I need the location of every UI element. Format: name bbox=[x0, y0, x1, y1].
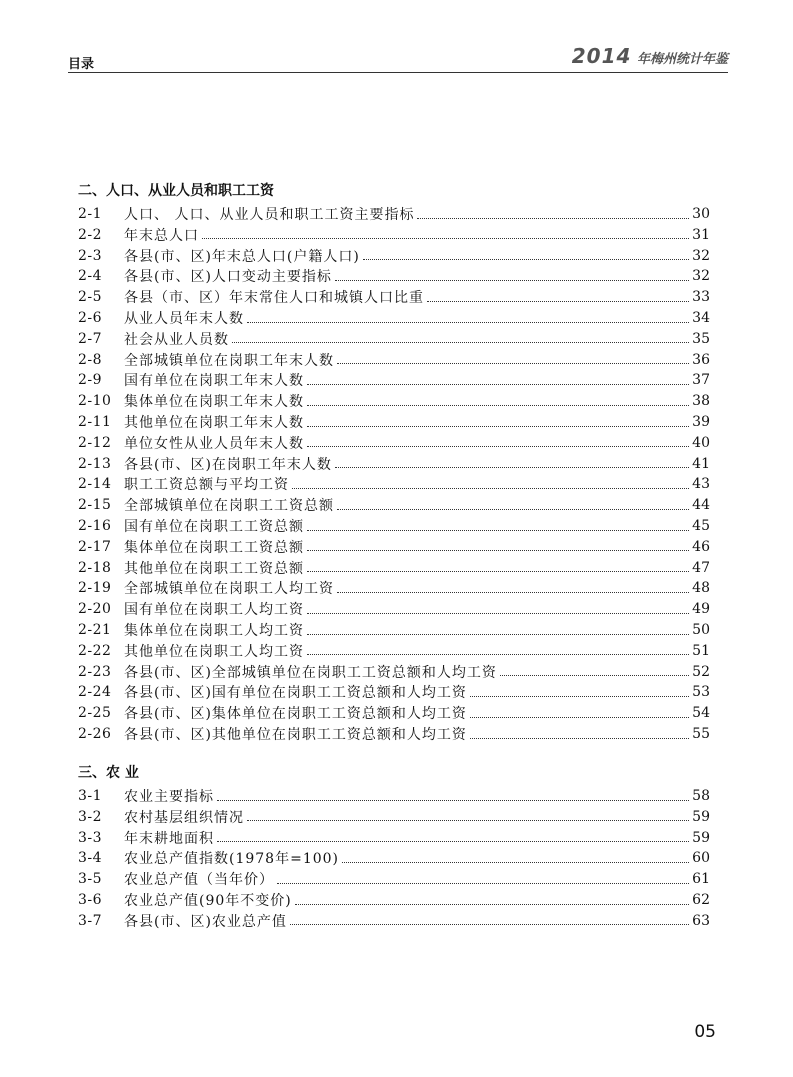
entry-title: 年末耕地面积 bbox=[124, 830, 214, 847]
entry-title: 各县(市、区)人口变动主要指标 bbox=[124, 269, 332, 286]
entry-number: 2-13 bbox=[78, 455, 112, 472]
entry-title: 各县(市、区)年末总人口(户籍人口) bbox=[124, 248, 360, 265]
entry-number: 2-12 bbox=[78, 434, 112, 451]
entry-page: 41 bbox=[692, 455, 710, 472]
dot-leader bbox=[247, 820, 689, 821]
entry-title: 单位女性从业人员年末人数 bbox=[124, 435, 304, 452]
entry-title: 全部城镇单位在岗职工人均工资 bbox=[124, 581, 334, 598]
entry-number: 2-22 bbox=[78, 642, 112, 659]
entry-page: 37 bbox=[692, 372, 710, 389]
entry-title: 各县（市、区）年末常住人口和城镇人口比重 bbox=[124, 290, 424, 307]
toc-entry[interactable] bbox=[78, 703, 710, 723]
toc-entry[interactable] bbox=[78, 578, 710, 598]
entry-number: 2-18 bbox=[78, 559, 112, 576]
entry-title: 集体单位在岗职工年末人数 bbox=[124, 394, 304, 411]
entry-number: 2-6 bbox=[78, 310, 103, 326]
entry-number: 2-2 bbox=[78, 226, 103, 243]
toc-entry[interactable] bbox=[78, 807, 710, 827]
entry-title: 农业总产值(90年不变价) bbox=[124, 893, 292, 909]
dot-leader bbox=[417, 218, 689, 219]
dot-leader bbox=[470, 717, 689, 718]
page-number: 05 bbox=[694, 1022, 716, 1042]
toc-entry[interactable] bbox=[78, 287, 710, 307]
entry-page: 36 bbox=[692, 351, 710, 368]
entry-page: 35 bbox=[692, 330, 710, 347]
entry-title: 人口、 人口、从业人员和职工工资主要指标 bbox=[124, 207, 415, 223]
header-rule bbox=[68, 72, 728, 73]
toc-entry[interactable] bbox=[78, 641, 710, 661]
entry-title: 农业主要指标 bbox=[124, 789, 214, 805]
dot-leader bbox=[202, 238, 689, 239]
entry-number: 3-7 bbox=[78, 912, 103, 929]
toc-entry[interactable] bbox=[78, 828, 710, 848]
entry-page: 32 bbox=[692, 247, 710, 264]
entry-number: 3-5 bbox=[78, 871, 103, 888]
header-year: 2014 bbox=[571, 44, 632, 68]
entry-title: 从业人员年末人数 bbox=[124, 311, 244, 327]
toc-entry[interactable] bbox=[78, 620, 710, 640]
entry-number: 2-3 bbox=[78, 247, 103, 264]
entry-number: 2-11 bbox=[78, 414, 112, 430]
entry-title: 集体单位在岗职工工资总额 bbox=[124, 539, 304, 556]
entry-title: 各县(市、区)农业总产值 bbox=[124, 913, 287, 930]
entry-page: 40 bbox=[692, 434, 710, 451]
toc-entry[interactable] bbox=[78, 890, 710, 910]
entry-page: 48 bbox=[692, 580, 710, 597]
dot-leader bbox=[277, 883, 689, 884]
dot-leader bbox=[337, 363, 689, 364]
entry-page: 45 bbox=[692, 518, 710, 534]
toc-entry[interactable] bbox=[78, 599, 710, 619]
entry-number: 2-17 bbox=[78, 538, 112, 555]
entry-page: 62 bbox=[692, 892, 710, 908]
toc-entry[interactable] bbox=[78, 724, 710, 744]
entry-title: 各县(市、区)全部城镇单位在岗职工工资总额和人均工资 bbox=[124, 664, 497, 681]
entry-page: 51 bbox=[692, 642, 710, 659]
entry-number: 2-5 bbox=[78, 289, 103, 306]
toc-entry[interactable] bbox=[78, 495, 710, 515]
entry-number: 3-2 bbox=[78, 808, 103, 825]
entry-page: 55 bbox=[692, 726, 710, 742]
toc-entry[interactable] bbox=[78, 329, 710, 349]
entry-page: 53 bbox=[692, 684, 710, 701]
dot-leader bbox=[232, 342, 689, 343]
entry-number: 2-25 bbox=[78, 705, 112, 722]
dot-leader bbox=[292, 488, 689, 489]
entry-page: 43 bbox=[692, 476, 710, 493]
entry-number: 3-4 bbox=[78, 850, 103, 867]
dot-leader bbox=[290, 924, 689, 925]
entry-page: 38 bbox=[692, 393, 710, 410]
toc-entry[interactable] bbox=[78, 391, 710, 411]
entry-title: 集体单位在岗职工人均工资 bbox=[124, 623, 304, 639]
dot-leader bbox=[363, 259, 689, 260]
entry-page: 46 bbox=[692, 538, 710, 555]
toc-entry[interactable] bbox=[78, 474, 710, 494]
entry-title: 各县(市、区)集体单位在岗职工工资总额和人均工资 bbox=[124, 706, 467, 723]
entry-page: 50 bbox=[692, 622, 710, 638]
toc-entry[interactable] bbox=[78, 869, 710, 889]
entry-number: 2-14 bbox=[78, 476, 112, 493]
entry-page: 58 bbox=[692, 788, 710, 804]
entry-title: 农业总产值指数(1978年=100) bbox=[124, 851, 340, 868]
entry-number: 3-6 bbox=[78, 892, 103, 908]
header-section-label: 目录 bbox=[68, 57, 95, 72]
dot-leader bbox=[337, 592, 689, 593]
toc-entry[interactable] bbox=[78, 454, 710, 474]
entry-number: 2-19 bbox=[78, 580, 112, 597]
toc-entry[interactable] bbox=[78, 662, 710, 682]
entry-number: 2-1 bbox=[78, 206, 103, 222]
entry-title: 各县(市、区)国有单位在岗职工工资总额和人均工资 bbox=[124, 685, 467, 702]
dot-leader bbox=[335, 280, 689, 281]
entry-title: 其他单位在岗职工年末人数 bbox=[124, 415, 304, 431]
entry-number: 3-1 bbox=[78, 788, 103, 804]
entry-number: 2-20 bbox=[78, 601, 112, 618]
entry-title: 农业总产值（当年价） bbox=[124, 872, 274, 889]
dot-leader bbox=[307, 634, 689, 635]
entry-page: 33 bbox=[692, 289, 710, 306]
toc-entry[interactable] bbox=[78, 682, 710, 702]
entry-title: 各县(市、区)其他单位在岗职工工资总额和人均工资 bbox=[124, 727, 467, 743]
entry-title: 农村基层组织情况 bbox=[124, 809, 244, 826]
entry-page: 44 bbox=[692, 497, 710, 514]
section-title: 二、人口、从业人员和职工工资 bbox=[78, 183, 274, 199]
entry-page: 63 bbox=[692, 912, 710, 929]
entry-number: 2-15 bbox=[78, 497, 112, 514]
entry-number: 2-9 bbox=[78, 372, 103, 389]
header-book-name: 年梅州统计年鉴 bbox=[636, 52, 728, 67]
entry-number: 2-26 bbox=[78, 726, 112, 742]
header-book-title bbox=[572, 44, 728, 68]
toc-entry[interactable] bbox=[78, 558, 710, 578]
entry-title: 全部城镇单位在岗职工工资总额 bbox=[124, 498, 334, 515]
toc-entry[interactable] bbox=[78, 204, 710, 224]
entry-title: 职工工资总额与平均工资 bbox=[124, 477, 289, 494]
entry-number: 2-4 bbox=[78, 268, 103, 285]
entry-page: 39 bbox=[692, 414, 710, 430]
toc-entry[interactable] bbox=[78, 412, 710, 432]
dot-leader bbox=[217, 800, 689, 801]
dot-leader bbox=[470, 738, 689, 739]
dot-leader bbox=[307, 550, 689, 551]
toc-entry[interactable] bbox=[78, 246, 710, 266]
entry-title: 其他单位在岗职工工资总额 bbox=[124, 560, 304, 577]
entry-number: 2-23 bbox=[78, 663, 112, 680]
entry-page: 54 bbox=[692, 705, 710, 722]
entry-page: 31 bbox=[692, 226, 710, 243]
toc-entry[interactable] bbox=[78, 370, 710, 390]
entry-title: 国有单位在岗职工人均工资 bbox=[124, 602, 304, 619]
toc-entry[interactable] bbox=[78, 433, 710, 453]
entry-title: 其他单位在岗职工人均工资 bbox=[124, 643, 304, 660]
entry-page: 52 bbox=[692, 663, 710, 680]
entry-page: 61 bbox=[692, 871, 710, 888]
entry-page: 60 bbox=[692, 850, 710, 867]
entry-page: 34 bbox=[692, 310, 710, 326]
entry-title: 国有单位在岗职工工资总额 bbox=[124, 519, 304, 535]
dot-leader bbox=[295, 904, 689, 905]
entry-title: 各县(市、区)在岗职工年末人数 bbox=[124, 456, 332, 473]
entry-title: 社会从业人员数 bbox=[124, 331, 229, 348]
dot-leader bbox=[307, 384, 689, 385]
toc-entry[interactable] bbox=[78, 537, 710, 557]
toc-entry[interactable] bbox=[78, 516, 710, 536]
dot-leader bbox=[307, 613, 689, 614]
entry-number: 2-24 bbox=[78, 684, 112, 701]
entry-title: 年末总人口 bbox=[124, 227, 199, 244]
dot-leader bbox=[337, 509, 689, 510]
dot-leader bbox=[335, 467, 689, 468]
entry-number: 2-10 bbox=[78, 393, 112, 410]
toc-entry[interactable] bbox=[78, 225, 710, 245]
dot-leader bbox=[307, 405, 689, 406]
dot-leader bbox=[217, 841, 689, 842]
dot-leader bbox=[427, 301, 689, 302]
dot-leader bbox=[247, 322, 689, 323]
dot-leader bbox=[307, 571, 689, 572]
dot-leader bbox=[470, 696, 689, 697]
entry-number: 2-16 bbox=[78, 518, 112, 534]
dot-leader bbox=[307, 446, 689, 447]
entry-number: 2-8 bbox=[78, 351, 103, 368]
entry-page: 30 bbox=[692, 206, 710, 222]
toc-entry[interactable] bbox=[78, 266, 710, 286]
dot-leader bbox=[307, 426, 689, 427]
toc-entry[interactable] bbox=[78, 848, 710, 868]
entry-page: 49 bbox=[692, 601, 710, 618]
entry-page: 59 bbox=[692, 808, 710, 825]
toc-entry[interactable] bbox=[78, 308, 710, 328]
dot-leader bbox=[307, 530, 689, 531]
section-title: 三、农 业 bbox=[78, 765, 139, 781]
dot-leader bbox=[307, 654, 689, 655]
entry-page: 59 bbox=[692, 829, 710, 846]
entry-page: 32 bbox=[692, 268, 710, 285]
dot-leader bbox=[500, 675, 689, 676]
entry-page: 47 bbox=[692, 559, 710, 576]
entry-number: 2-21 bbox=[78, 622, 112, 638]
entry-number: 2-7 bbox=[78, 330, 103, 347]
entry-title: 全部城镇单位在岗职工年末人数 bbox=[124, 352, 334, 369]
toc-entry[interactable] bbox=[78, 786, 710, 806]
entry-title: 国有单位在岗职工年末人数 bbox=[124, 373, 304, 390]
entry-number: 3-3 bbox=[78, 829, 103, 846]
running-header bbox=[68, 44, 728, 72]
toc-entry[interactable] bbox=[78, 350, 710, 370]
dot-leader bbox=[342, 862, 689, 863]
toc-entry[interactable] bbox=[78, 911, 710, 931]
